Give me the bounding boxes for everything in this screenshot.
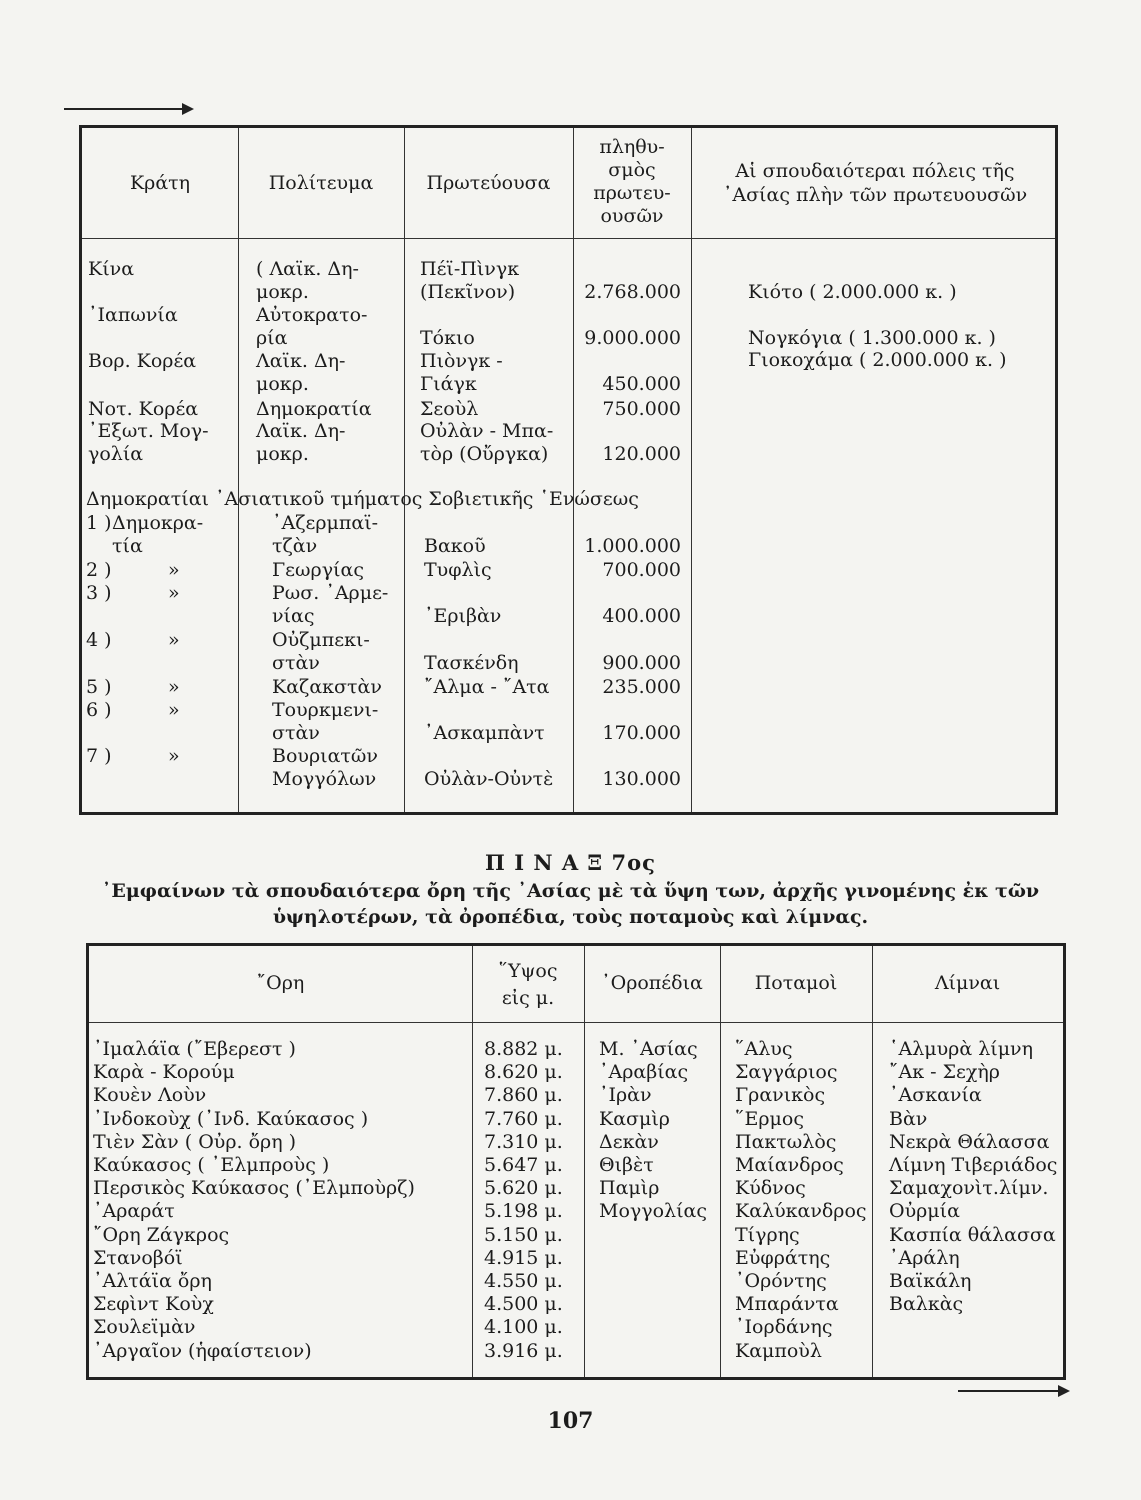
mountain-name: ᾿Αργαῖον (ἡφαίστειον) [93,1339,312,1362]
row-regime: Δημοκρατία [256,398,372,420]
row-cities: Κιότο ( 2.000.000 κ. ) [748,281,957,303]
soviet-row-type: Δημοκρα- [112,512,204,534]
soviet-row-name: νίας [272,605,315,627]
soviet-row-population: 235.000 [602,676,681,698]
plateau-name: Μ. ᾿Ασίας [599,1038,698,1060]
soviet-row-name: Μογγόλων [272,768,377,790]
top-arrow [64,108,192,110]
lake-name: ῎Ακ - Σεχὴρ [889,1061,1000,1084]
soviet-row-population: 170.000 [602,722,681,744]
column-divider [720,946,721,1377]
row-regime: Λαϊκ. Δη- [256,420,346,442]
soviet-row-number: 4 ) [86,629,112,651]
soviet-row-type: » [168,629,180,651]
header-divider [89,1022,1063,1023]
soviet-row-type: » [168,745,180,767]
lake-name: ᾿Ασκανία [889,1084,982,1107]
row-regime: ( Λαϊκ. Δη- [256,258,359,280]
soviet-row-capital: ᾿Εριβὰν [424,605,502,627]
row-regime: Λαϊκ. Δη- [256,350,346,372]
header-regime: Πολίτευμα [268,172,374,194]
soviet-row-name: τζὰν [272,535,318,557]
header-cities: ᾿Ασίας πλὴν τῶν πρωτευουσῶν [722,184,1028,206]
lake-name: Βαϊκάλη [889,1270,972,1292]
bottom-arrow [958,1390,1068,1392]
mountain-name: Περσικὸς Καύκασος (᾿Ελμποὺρζ) [93,1177,415,1200]
lake-name: ᾿Αράλη [889,1246,960,1269]
table-caption-line-2: ὑψηλοτέρων, τὰ ὀροπέδια, τοὺς ποταμοὺς καὶ λίμνας. [272,906,869,928]
soviet-row-type: » [168,699,180,721]
header-cities: Αἱ σπουδαιότεραι πόλεις τῆς [735,160,1015,182]
mountain-height: 5.647 μ. [484,1154,563,1176]
river-name: Μαίανδρος [735,1154,844,1176]
plateau-name: Παμὶρ [599,1177,660,1200]
soviet-row-name: στὰν [272,652,320,674]
row-capital: Πιὸνγκ - [420,350,503,372]
lake-name: Σαμαχονὶτ.λίμν. [889,1177,1049,1200]
row-population: 120.000 [602,443,681,465]
header-population: πληθυ- [599,136,665,158]
row-state: Νοτ. Κορέα [88,398,199,420]
river-name: ᾿Ορόντης [735,1270,827,1292]
row-capital: Σεοὺλ [420,398,479,420]
soviet-row-capital: Τυφλὶς [424,559,492,581]
header-height: εἰς μ. [501,987,555,1009]
mountain-height: 7.860 μ. [484,1084,563,1107]
soviet-row-name: Τουρκμενι- [272,699,379,721]
soviet-row-name: Καζακστὰν [272,676,382,698]
lake-name: Νεκρὰ Θάλασσα [889,1130,1050,1153]
row-capital: Τόκιο [420,327,475,349]
mountain-name: Σεφὶντ Κοὺχ [93,1293,214,1316]
soviet-row-number: 5 ) [86,676,112,698]
mountain-height: 8.620 μ. [484,1061,563,1084]
column-divider [472,946,473,1377]
soviet-row-capital: ῎Αλμα - ῎Ατα [424,676,550,698]
column-divider [691,128,692,812]
row-state: Κίνα [88,258,135,280]
header-population: ουσῶν [600,205,664,227]
river-name: Καλύκανδρος [735,1200,867,1223]
row-cities: Νογκόγια ( 1.300.000 κ. ) [748,327,996,349]
lake-name: Οὐρμία [889,1200,960,1223]
row-regime: μοκρ. [256,443,309,465]
header-divider [82,238,1055,239]
row-capital: Οὐλὰν - Μπα- [420,420,554,442]
row-capital: Πέϊ-Πὶνγκ [420,258,520,280]
row-regime: μοκρ. [256,281,309,303]
mountain-name: Καύκασος ( ᾿Ελμπροὺς ) [93,1154,330,1176]
river-name: ῞Αλυς [735,1038,793,1060]
header-population: πρωτευ- [593,182,671,204]
header-population: σμὸς [608,159,656,181]
row-capital: Γιάγκ [420,373,477,395]
mountain-height: 3.916 μ. [484,1339,563,1362]
river-name: Καμποὺλ [735,1339,822,1362]
mountain-height: 5.150 μ. [484,1223,563,1246]
header-height: ῞Υψος [498,960,558,982]
row-state: Βορ. Κορέα [88,350,197,372]
mountain-name: ῎Ορη Ζάγκρος [93,1223,230,1246]
soviet-row-capital: ᾿Ασκαμπὰντ [424,722,545,744]
row-state: ᾿Ιαπωνία [88,304,178,326]
table-caption-line-1: ᾿Εμφαίνων τὰ σπουδαιότερα ὄρη τῆς ᾿Ασίας μὲ τὰ ὕψη των, ἀρχῆς γινομένης ἐκ τῶν [101,880,1040,902]
mountain-height: 5.620 μ. [484,1177,563,1200]
column-divider [573,128,574,812]
lake-name: Λίμνη Τιβεριάδος [889,1154,1058,1176]
column-divider [404,128,405,812]
row-population: 750.000 [602,398,681,420]
column-divider [584,946,585,1377]
river-name: Εὐφράτης [735,1246,831,1269]
soviet-row-name: στὰν [272,722,320,744]
table-states [79,125,1058,815]
mountain-name: Τιὲν Σὰν ( Οὐρ. ὄρη ) [93,1130,297,1153]
mountain-height: 4.550 μ. [484,1270,563,1292]
plateau-name: ᾿Αραβίας [599,1061,689,1084]
soviet-row-number: 7 ) [86,745,112,767]
river-name: ῞Ερμος [735,1107,804,1130]
plateau-name: Μογγολίας [599,1200,708,1223]
header-rivers: Ποταμοὶ [754,972,838,994]
mountain-name: ᾿Αλτάϊα ὄρη [93,1270,212,1292]
mountain-name: ᾿Ιμαλάϊα (῎Εβερεστ ) [93,1038,296,1060]
soviet-row-name: Ρωσ. ᾿Αρμε- [272,582,389,604]
column-divider [872,946,873,1377]
river-name: Σαγγάριος [735,1061,838,1084]
soviet-row-number: 6 ) [86,699,112,721]
table-title: Π Ι Ν Α Ξ 7ος [485,850,656,875]
mountain-height: 5.198 μ. [484,1200,563,1223]
row-state: γολία [88,443,144,465]
lake-name: Βαλκὰς [889,1293,964,1316]
row-state: ᾿Εξωτ. Μογ- [88,420,209,442]
soviet-row-number: 3 ) [86,582,112,604]
soviet-row-population: 130.000 [602,768,681,790]
header-capital: Πρωτεύουσα [426,172,551,194]
mountain-name: Κουὲν Λοὺν [93,1084,207,1107]
river-name: Μπαράντα [735,1293,839,1316]
row-capital: (Πεκῖνον) [420,281,516,303]
mountain-name: Στανοβόϊ [93,1246,183,1269]
soviet-row-name: Γεωργίας [272,559,364,581]
soviet-row-name: Βουριατῶν [272,745,378,767]
soviet-row-type: τία [112,535,143,557]
river-name: Πακτωλὸς [735,1130,837,1153]
header-mountains: ῎Ορη [256,972,305,994]
mountain-name: ᾿Αραράτ [93,1200,175,1223]
river-name: Τίγρης [735,1223,800,1246]
mountain-height: 4.100 μ. [484,1316,563,1339]
soviet-row-population: 700.000 [602,559,681,581]
header-plateaus: ᾿Οροπέδια [601,972,703,994]
lake-name: Κασπία θάλασσα [889,1223,1056,1246]
soviet-row-type: » [168,676,180,698]
soviet-row-population: 1.000.000 [584,535,681,557]
soviet-row-capital: Οὐλὰν-Οὐντὲ [424,768,554,790]
row-population: 450.000 [602,373,681,395]
mountain-name: Σουλεϊμὰν [93,1316,196,1339]
soviet-row-number: 1 ) [86,512,112,534]
lake-name: ῾Αλμυρὰ λίμνη [889,1038,1033,1060]
row-regime: Αὐτοκρατο- [256,304,368,326]
row-regime: μοκρ. [256,373,309,395]
header-states: Κράτη [129,172,191,194]
table-mountains [86,943,1066,1380]
page-number: 107 [547,1408,594,1434]
row-regime: ρία [256,327,288,349]
mountain-name: ᾿Ινδοκοὺχ (᾿Ινδ. Καύκασος ) [93,1107,369,1130]
row-population: 9.000.000 [584,327,681,349]
lake-name: Βὰν [889,1107,928,1130]
soviet-row-population: 400.000 [602,605,681,627]
header-lakes: Λίμναι [934,972,1001,994]
mountain-height: 7.760 μ. [484,1107,563,1130]
soviet-row-capital: Βακοῦ [424,535,486,557]
soviet-row-capital: Τασκένδη [424,652,519,674]
mountain-height: 4.500 μ. [484,1293,563,1316]
section-title: Δημοκρατίαι ᾿Ασιατικοῦ τμήματος Σοβιετικῆς ῾Ενώσεως [86,488,639,510]
river-name: Κύδνος [735,1177,806,1200]
plateau-name: ᾿Ιρὰν [599,1084,652,1107]
plateau-name: Θιβὲτ [599,1154,654,1176]
soviet-row-type: » [168,559,180,581]
soviet-row-number: 2 ) [86,559,112,581]
mountain-height: 7.310 μ. [484,1130,563,1153]
plateau-name: Κασμὶρ [599,1107,670,1130]
row-capital: τὸρ (Οὔργκα) [420,443,549,465]
soviet-row-name: Οὐζμπεκι- [272,629,370,651]
plateau-name: Δεκὰν [599,1130,659,1153]
soviet-row-name: ᾿Αζερμπαϊ- [272,512,379,534]
mountain-name: Καρὰ - Κορούμ [93,1061,235,1084]
column-divider [238,128,239,812]
soviet-row-type: » [168,582,180,604]
row-population: 2.768.000 [584,281,681,303]
river-name: Γρανικὸς [735,1084,826,1107]
river-name: ᾿Ιορδάνης [735,1316,833,1339]
soviet-row-population: 900.000 [602,652,681,674]
row-cities: Γιοκοχάμα ( 2.000.000 κ. ) [748,349,1007,371]
mountain-height: 4.915 μ. [484,1246,563,1269]
mountain-height: 8.882 μ. [484,1038,563,1060]
